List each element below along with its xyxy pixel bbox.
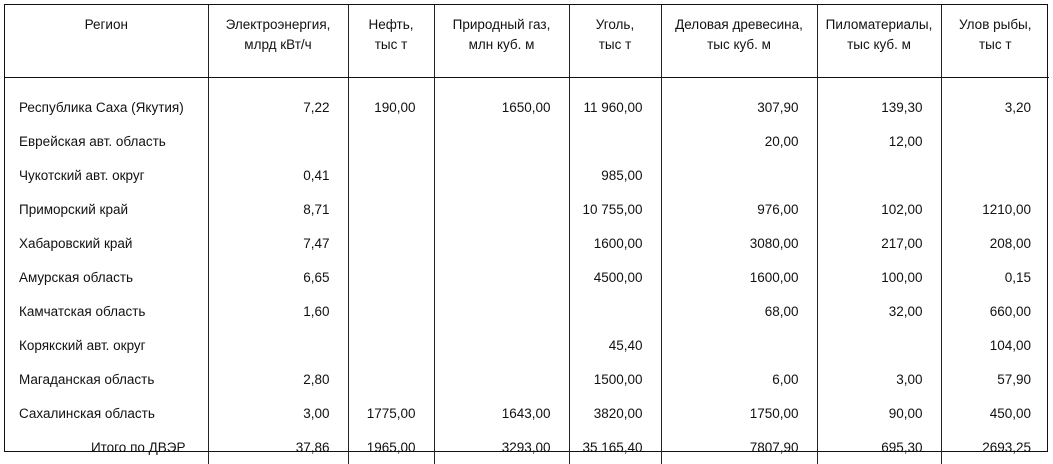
electricity-value: 7,47 bbox=[208, 226, 348, 260]
fish-value bbox=[941, 158, 1049, 192]
region-name: Приморский край bbox=[19, 201, 129, 217]
lumber-value: 12,00 bbox=[817, 124, 941, 158]
gas-value: 1643,00 bbox=[434, 396, 569, 430]
timber-value: 1750,00 bbox=[661, 396, 817, 430]
electricity-value: 2,80 bbox=[208, 362, 348, 396]
table-row bbox=[5, 328, 1049, 362]
timber-value: 3080,00 bbox=[661, 226, 817, 260]
electricity-value: 0,41 bbox=[208, 158, 348, 192]
header-electricity-line1: Электроэнергия, bbox=[225, 17, 331, 32]
electricity-value bbox=[208, 124, 348, 158]
fish-value: 660,00 bbox=[941, 294, 1049, 328]
oil-value bbox=[348, 124, 434, 158]
header-lumber-line2: тыс куб. м bbox=[847, 37, 911, 52]
coal-value: 3820,00 bbox=[569, 396, 661, 430]
header-timber-line2: тыс куб. м bbox=[707, 37, 771, 52]
lumber-value: 3,00 bbox=[817, 362, 941, 396]
electricity-value: 3,00 bbox=[208, 396, 348, 430]
region-name: Еврейская авт. область bbox=[19, 133, 166, 149]
table-row bbox=[5, 362, 1049, 396]
header-coal-line1: Уголь, bbox=[595, 17, 635, 32]
coal-value: 4500,00 bbox=[569, 260, 661, 294]
fish-value: 208,00 bbox=[941, 226, 1049, 260]
fish-value: 0,15 bbox=[941, 260, 1049, 294]
electricity-value bbox=[208, 328, 348, 362]
total-label: Итого по ДВЭР bbox=[90, 439, 186, 455]
coal-value bbox=[569, 124, 661, 158]
fish-value: 1210,00 bbox=[941, 192, 1049, 226]
lumber-value: 102,00 bbox=[817, 192, 941, 226]
timber-value: 68,00 bbox=[661, 294, 817, 328]
total-row bbox=[5, 430, 1049, 464]
region-name: Амурская область bbox=[19, 269, 134, 285]
electricity-value: 1,60 bbox=[208, 294, 348, 328]
header-lumber bbox=[817, 5, 941, 78]
gas-value bbox=[434, 260, 569, 294]
electricity-value: 7,22 bbox=[208, 78, 348, 125]
oil-value bbox=[348, 328, 434, 362]
table-row bbox=[5, 78, 1049, 125]
header-coal bbox=[569, 5, 661, 78]
header-electricity-line2: млрд кВт/ч bbox=[244, 37, 312, 52]
fish-value: 3,20 bbox=[941, 78, 1049, 125]
coal-value: 1600,00 bbox=[569, 226, 661, 260]
region-name: Сахалинская область bbox=[19, 405, 155, 421]
header-coal-line2: тыс т bbox=[598, 37, 632, 52]
header-electricity bbox=[208, 5, 348, 78]
gas-value bbox=[434, 158, 569, 192]
header-timber bbox=[661, 5, 817, 78]
total-lumber: 695,30 bbox=[817, 430, 941, 464]
electricity-value: 8,71 bbox=[208, 192, 348, 226]
fish-value: 450,00 bbox=[941, 396, 1049, 430]
header-lumber-line1: Пиломатериалы, bbox=[825, 17, 933, 32]
total-fish: 2693,25 bbox=[941, 430, 1049, 464]
oil-value bbox=[348, 260, 434, 294]
coal-value: 11 960,00 bbox=[569, 78, 661, 125]
region-name: Камчатская область bbox=[19, 303, 146, 319]
lumber-value: 32,00 bbox=[817, 294, 941, 328]
total-coal: 35 165,40 bbox=[569, 430, 661, 464]
gas-value: 1650,00 bbox=[434, 78, 569, 125]
table-row bbox=[5, 158, 1049, 192]
oil-value bbox=[348, 294, 434, 328]
total-electricity: 37,86 bbox=[208, 430, 348, 464]
lumber-value bbox=[817, 158, 941, 192]
oil-value bbox=[348, 362, 434, 396]
lumber-value: 90,00 bbox=[817, 396, 941, 430]
electricity-value: 6,65 bbox=[208, 260, 348, 294]
lumber-value: 139,30 bbox=[817, 78, 941, 125]
oil-value: 190,00 bbox=[348, 78, 434, 125]
oil-value bbox=[348, 226, 434, 260]
coal-value: 985,00 bbox=[569, 158, 661, 192]
gas-value bbox=[434, 362, 569, 396]
header-oil-line2: тыс т bbox=[374, 37, 408, 52]
region-name: Магаданская область bbox=[19, 371, 155, 387]
region-name: Чукотский авт. округ bbox=[19, 167, 145, 183]
gas-value bbox=[434, 226, 569, 260]
coal-value bbox=[569, 294, 661, 328]
table-row bbox=[5, 396, 1049, 430]
header-gas-line1: Природный газ, bbox=[452, 17, 551, 32]
header-gas bbox=[434, 5, 569, 78]
table-row bbox=[5, 294, 1049, 328]
coal-value: 45,40 bbox=[569, 328, 661, 362]
header-timber-line1: Деловая древесина, bbox=[675, 17, 803, 32]
header-oil-line1: Нефть, bbox=[368, 17, 414, 32]
header-region-label: Регион bbox=[84, 17, 128, 32]
gas-value bbox=[434, 124, 569, 158]
region-name: Республика Саха (Якутия) bbox=[19, 99, 184, 115]
total-gas: 3293,00 bbox=[434, 430, 569, 464]
header-region bbox=[5, 5, 208, 78]
table-row bbox=[5, 260, 1049, 294]
region-name: Корякский авт. округ bbox=[19, 337, 146, 353]
header-row bbox=[5, 5, 1049, 78]
fish-value: 104,00 bbox=[941, 328, 1049, 362]
lumber-value: 100,00 bbox=[817, 260, 941, 294]
table-row bbox=[5, 192, 1049, 226]
timber-value: 307,90 bbox=[661, 78, 817, 125]
production-table bbox=[4, 4, 1048, 455]
coal-value: 1500,00 bbox=[569, 362, 661, 396]
fish-value bbox=[941, 124, 1049, 158]
coal-value: 10 755,00 bbox=[569, 192, 661, 226]
total-oil: 1965,00 bbox=[348, 430, 434, 464]
timber-value: 976,00 bbox=[661, 192, 817, 226]
lumber-value bbox=[817, 328, 941, 362]
header-gas-line2: млн куб. м bbox=[468, 37, 535, 52]
total-timber: 7807,90 bbox=[661, 430, 817, 464]
table-row bbox=[5, 226, 1049, 260]
gas-value bbox=[434, 192, 569, 226]
header-fish bbox=[941, 5, 1049, 78]
timber-value bbox=[661, 158, 817, 192]
oil-value: 1775,00 bbox=[348, 396, 434, 430]
oil-value bbox=[348, 192, 434, 226]
timber-value: 20,00 bbox=[661, 124, 817, 158]
timber-value bbox=[661, 328, 817, 362]
gas-value bbox=[434, 328, 569, 362]
header-fish-line2: тыс т bbox=[978, 37, 1012, 52]
region-name: Хабаровский край bbox=[19, 235, 133, 251]
header-oil bbox=[348, 5, 434, 78]
oil-value bbox=[348, 158, 434, 192]
header-fish-line1: Улов рыбы, bbox=[958, 17, 1032, 32]
gas-value bbox=[434, 294, 569, 328]
table-row bbox=[5, 124, 1049, 158]
lumber-value: 217,00 bbox=[817, 226, 941, 260]
timber-value: 6,00 bbox=[661, 362, 817, 396]
timber-value: 1600,00 bbox=[661, 260, 817, 294]
fish-value: 57,90 bbox=[941, 362, 1049, 396]
